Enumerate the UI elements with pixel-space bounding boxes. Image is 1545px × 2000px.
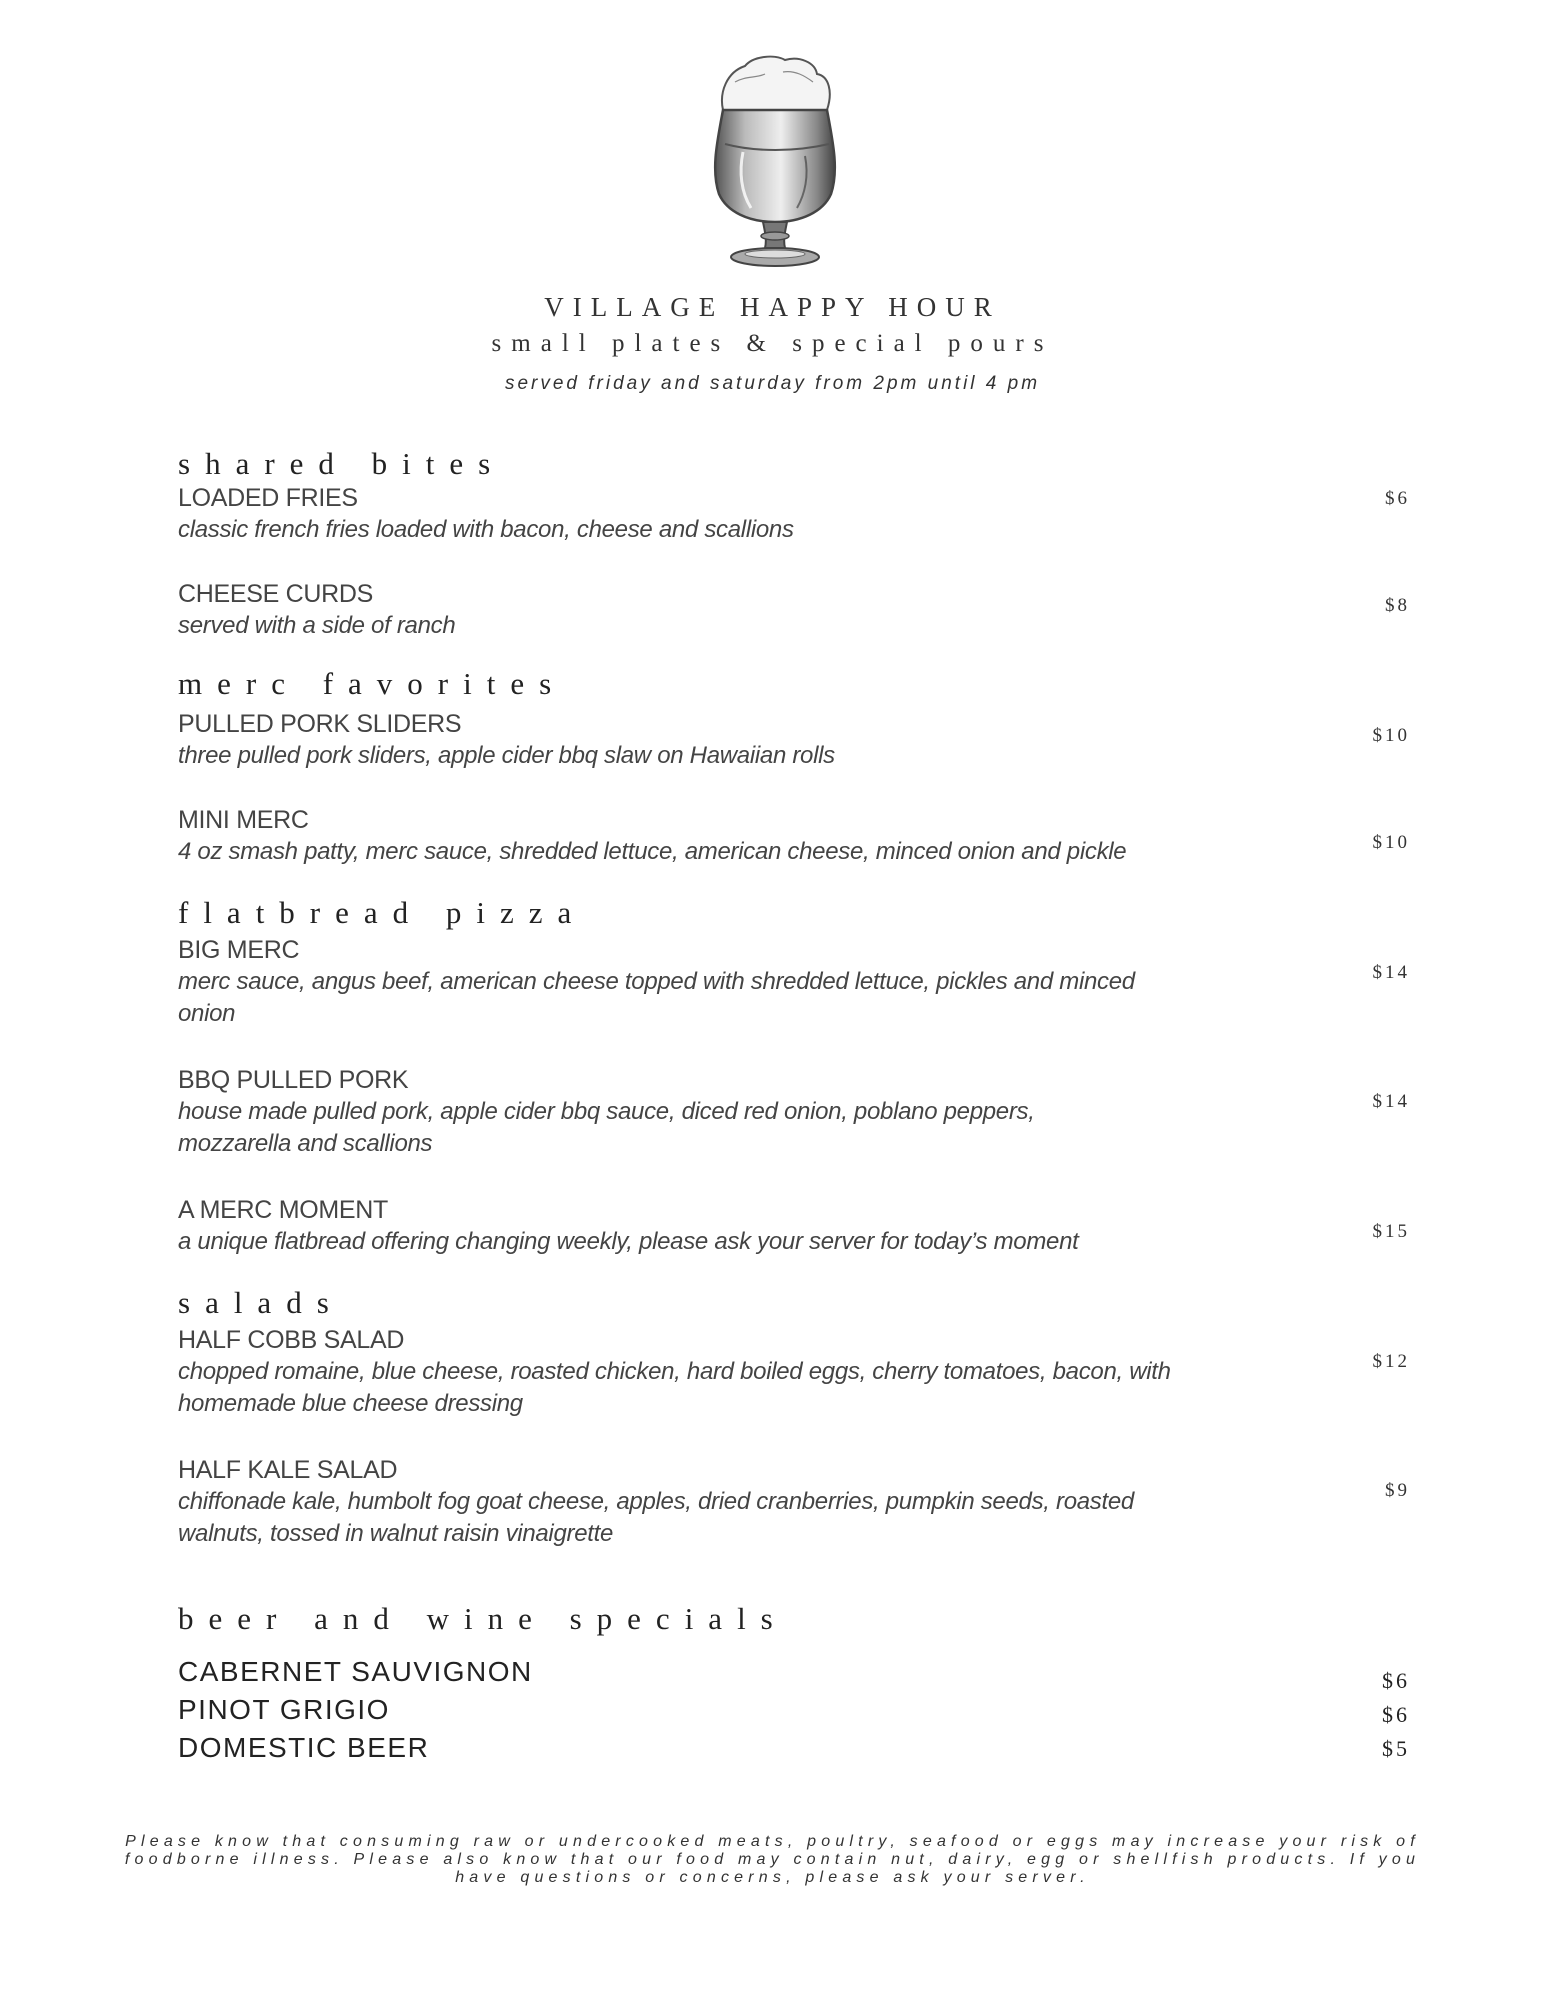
- item-price: $12: [1372, 1351, 1410, 1372]
- menu-item: [178, 1454, 1138, 1550]
- menu-item: [178, 1064, 1138, 1160]
- section-title-merc-favorites: merc favorites: [178, 666, 567, 701]
- drink-name: PINOT GRIGIO: [178, 1694, 390, 1725]
- menu-item: [178, 1324, 1178, 1420]
- section-title-shared-bites: shared bites: [178, 446, 506, 481]
- menu-item: [178, 1194, 1178, 1258]
- item-name: PULLED PORK SLIDERS: [178, 710, 462, 738]
- menu-item: [178, 804, 1178, 868]
- item-price: $9: [1385, 1480, 1410, 1501]
- item-description: 4 oz smash patty, merc sauce, shredded lettuce, american cheese, minced onion and pickle: [178, 838, 1127, 865]
- menu-item: [178, 708, 1178, 772]
- item-name: BBQ PULLED PORK: [178, 1066, 409, 1094]
- drink-price: $6: [1382, 1702, 1410, 1727]
- item-price: $14: [1372, 962, 1410, 983]
- section-title-beer-wine: beer and wine specials: [178, 1601, 788, 1636]
- item-description: merc sauce, angus beef, american cheese topped with shredded lettuce, pickles and minced onion: [178, 968, 1135, 1027]
- item-name: HALF KALE SALAD: [178, 1456, 398, 1484]
- item-price: $6: [1385, 488, 1410, 509]
- item-name: LOADED FRIES: [178, 484, 358, 512]
- menu-item: [178, 482, 1178, 546]
- item-price: $14: [1372, 1091, 1410, 1112]
- item-price: $15: [1372, 1221, 1410, 1242]
- service-hours: served friday and saturday from 2pm until 4 pm: [504, 373, 1041, 394]
- drink-price: $6: [1382, 1668, 1410, 1693]
- item-description: a unique flatbread offering changing weekly, please ask your server for today’s moment: [178, 1228, 1079, 1255]
- drink-name: CABERNET SAUVIGNON: [178, 1656, 533, 1687]
- item-description: classic french fries loaded with bacon, cheese and scallions: [178, 516, 794, 543]
- menu-subtitle: small plates & special pours: [491, 330, 1054, 357]
- section-title-flatbread-pizza: flatbread pizza: [178, 895, 587, 930]
- item-price: $10: [1372, 725, 1410, 746]
- item-description: house made pulled pork, apple cider bbq sauce, diced red onion, poblano peppers, mozzarella and scallions: [178, 1098, 1035, 1157]
- item-description: chiffonade kale, humbolt fog goat cheese, apples, dried cranberries, pumpkin seeds, roasted walnuts, tossed in walnut raisin vinaigrette: [178, 1488, 1134, 1547]
- section-title-salads: salads: [178, 1285, 344, 1320]
- item-name: CHEESE CURDS: [178, 580, 374, 608]
- beer-glass-icon: [705, 52, 845, 270]
- item-price: $8: [1385, 595, 1410, 616]
- item-name: BIG MERC: [178, 936, 300, 964]
- drink-name: DOMESTIC BEER: [178, 1732, 430, 1763]
- allergy-disclaimer: Please know that consuming raw or undercooked meats, poultry, seafood or eggs may increase your risk of foodborne illness. Please also know that our food may contain nut, dairy, egg or shellfish products. If you have questions or concerns, please ask your server.: [124, 1833, 1421, 1886]
- item-price: $10: [1372, 832, 1410, 853]
- item-name: A MERC MOMENT: [178, 1196, 388, 1224]
- menu-title: VILLAGE HAPPY HOUR: [544, 292, 1001, 322]
- item-description: three pulled pork sliders, apple cider bbq slaw on Hawaiian rolls: [178, 742, 835, 769]
- menu-item: [178, 934, 1138, 1030]
- item-name: HALF COBB SALAD: [178, 1326, 405, 1354]
- menu-item: [178, 578, 1178, 642]
- drink-price: $5: [1382, 1736, 1410, 1761]
- item-name: MINI MERC: [178, 806, 309, 834]
- item-description: served with a side of ranch: [178, 612, 456, 639]
- item-description: chopped romaine, blue cheese, roasted chicken, hard boiled eggs, cherry tomatoes, bacon, with homemade blue cheese dressing: [178, 1358, 1171, 1417]
